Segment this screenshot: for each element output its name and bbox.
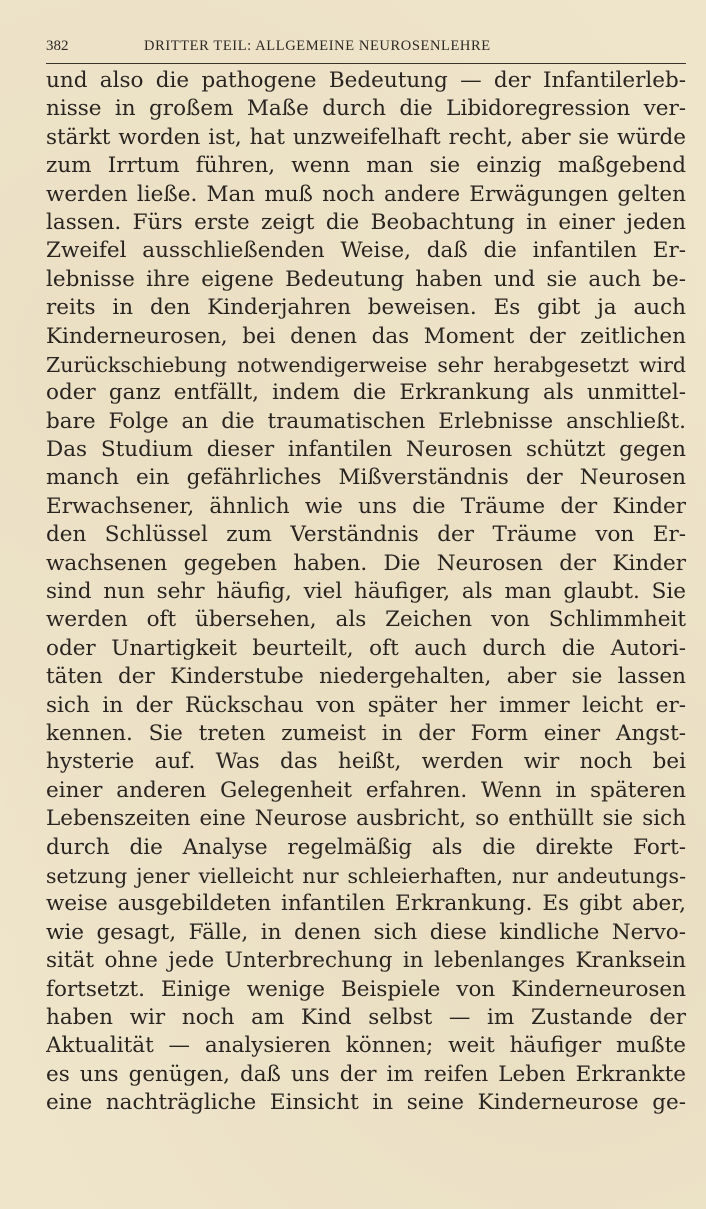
text-line: reits in den Kinderjahren beweisen. Es gibt ja auch	[46, 295, 686, 321]
text-line: Das Studium dieser infantilen Neurosen schützt gegen	[46, 437, 686, 463]
text-line: stärkt worden ist, hat unzweifelhaft recht, aber sie würde	[46, 124, 686, 150]
text-line: setzung jener vielleicht nur schleierhaften, nur andeutungs-	[46, 863, 686, 888]
text-line: weise ausgebildeten infantilen Erkrankung. Es gibt aber,	[46, 891, 686, 917]
text-line: Lebenszeiten eine Neurose ausbricht, so enthüllt sie sich	[46, 806, 686, 832]
running-title: DRITTER TEIL: ALLGEMEINE NEUROSENLEHRE	[144, 38, 491, 54]
text-line: sind nun sehr häufig, viel häufiger, als man glaubt. Sie	[46, 579, 686, 605]
text-line: hysterie auf. Was das heißt, werden wir noch bei	[46, 749, 686, 775]
page-number: 382	[46, 38, 69, 54]
text-line: lebnisse ihre eigene Bedeutung haben und sie auch be-	[46, 266, 686, 292]
text-line: sität ohne jede Unterbrechung in lebenlanges Kranksein	[46, 948, 686, 974]
text-line: Aktualität — analysieren können; weit häufiger mußte	[46, 1033, 686, 1059]
text-line: wachsenen gegeben haben. Die Neurosen der Kinder	[46, 550, 686, 576]
text-line: Zweifel ausschließenden Weise, daß die infantilen Er-	[46, 238, 686, 264]
text-line: werden ließe. Man muß noch andere Erwägungen gelten	[46, 181, 686, 207]
text-line: und also die pathogene Bedeutung — der Infantilerleb-	[46, 68, 686, 93]
text-line: oder ganz entfällt, indem die Erkrankung als unmittel-	[46, 380, 686, 406]
text-line: werden oft übersehen, als Zeichen von Schlimmheit	[46, 607, 686, 633]
text-line: fortsetzt. Einige wenige Beispiele von Kinderneurosen	[46, 976, 686, 1002]
text-line: Zurückschiebung notwendigerweise sehr herabgesetzt wird	[46, 352, 686, 377]
text-line: oder Unartigkeit beurteilt, oft auch durch die Autori-	[46, 635, 686, 661]
text-line: Erwachsener, ähnlich wie uns die Träume der Kinder	[46, 493, 686, 519]
text-line: eine nachträgliche Einsicht in seine Kinderneurose ge-	[46, 1090, 686, 1116]
text-line: wie gesagt, Fälle, in denen sich diese kindliche Nervo-	[46, 919, 686, 945]
text-line: lassen. Fürs erste zeigt die Beobachtung in einer jeden	[46, 209, 686, 235]
header-rule	[46, 63, 686, 64]
text-line: manch ein gefährliches Mißverständnis der Neurosen	[46, 465, 686, 491]
text-line: täten der Kinderstube niedergehalten, aber sie lassen	[46, 664, 686, 690]
text-line: sich in der Rückschau von später her immer leicht er-	[46, 692, 686, 718]
running-head	[46, 38, 686, 62]
text-line: Kinderneurosen, bei denen das Moment der zeitlichen	[46, 323, 686, 349]
text-line: einer anderen Gelegenheit erfahren. Wenn in späteren	[46, 777, 686, 803]
text-line: nisse in großem Maße durch die Libidoregression ver-	[46, 96, 686, 122]
text-line: den Schlüssel zum Verständnis der Träume von Er-	[46, 522, 686, 548]
text-line: bare Folge an die traumatischen Erlebnisse anschließt.	[46, 408, 686, 434]
text-line: kennen. Sie treten zumeist in der Form einer Angst-	[46, 720, 686, 746]
text-line: es uns genügen, daß uns der im reifen Leben Erkrankte	[46, 1061, 686, 1087]
body-text	[46, 67, 686, 1117]
text-line: haben wir noch am Kind selbst — im Zustande der	[46, 1004, 686, 1030]
text-line: zum Irrtum führen, wenn man sie einzig maßgebend	[46, 153, 686, 179]
text-line: durch die Analyse regelmäßig als die direkte Fort-	[46, 834, 686, 860]
